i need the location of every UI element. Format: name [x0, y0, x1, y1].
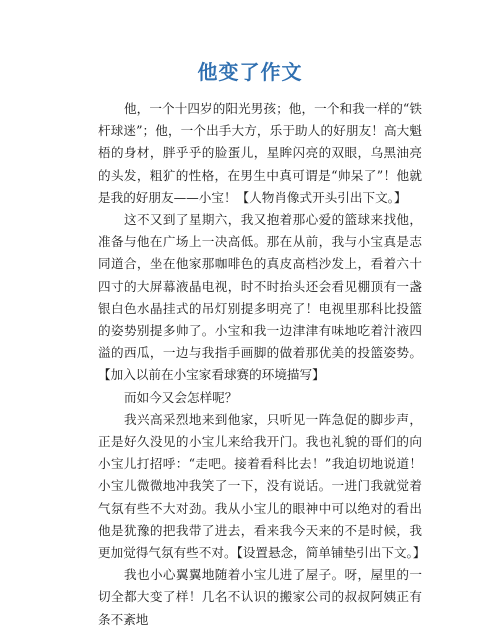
- paragraph: 而如今又会怎样呢？: [124, 389, 238, 405]
- paragraph: 这不又到了星期六，我又抱着那心爱的篮球来找他，准备与他在广场上一决高低。那在从前，我与小宝真是志同道合，坐在他家那咖啡色的真皮高档沙发上，看着六十四寸的大屏幕液晶电视，时不时抬头还会看见棚顶有一盏银白色水晶挂式的吊灯别提多明亮了！电视里那科比投篮的姿势别提多帅了。小宝和我一边津津有味地吃着汁液四溢的西瓜，一边与我指手画脚的做着那优美的投篮姿势。【加入以前在小宝家看球赛的环境描写】: [98, 212, 422, 383]
- paragraph: 我也小心翼翼地随着小宝儿进了屋子。呀，屋里的一切全都大变了样！几名不认识的搬家公司的叔叔阿姨正有条不紊地: [98, 567, 422, 627]
- document-body: [98, 98, 426, 631]
- paragraph: 他，一个十四岁的阳光男孩；他，一个和我一样的“铁杆球迷”；他，一个出手大方，乐于助人的好朋友！高大魁梧的身材，胖乎乎的脸蛋儿，星眸闪亮的双眼，乌黑油亮的头发，粗犷的性格，在男生中真可谓是“帅呆了”！他就是我的好朋友——小宝！【人物肖像式开头引出下文。】: [98, 101, 422, 205]
- document-title: 他变了作文: [197, 60, 303, 84]
- paragraph: 我兴高采烈地来到他家，只听见一阵急促的脚步声，正是好久没见的小宝儿来给我开门。我也礼貌的哥们的向小宝儿打招呼：“走吧。接着看科比去！”我迫切地说道！小宝儿微微地冲我笑了一下，没有说话。一进门我就觉着气氛有些不大对劲。我从小宝儿的眼神中可以绝对的看出他是犹豫的把我带了进去，看来我今天来的不是时候，我更加觉得气氛有些不对。【设置悬念，简单铺垫引出下文。】: [98, 411, 426, 561]
